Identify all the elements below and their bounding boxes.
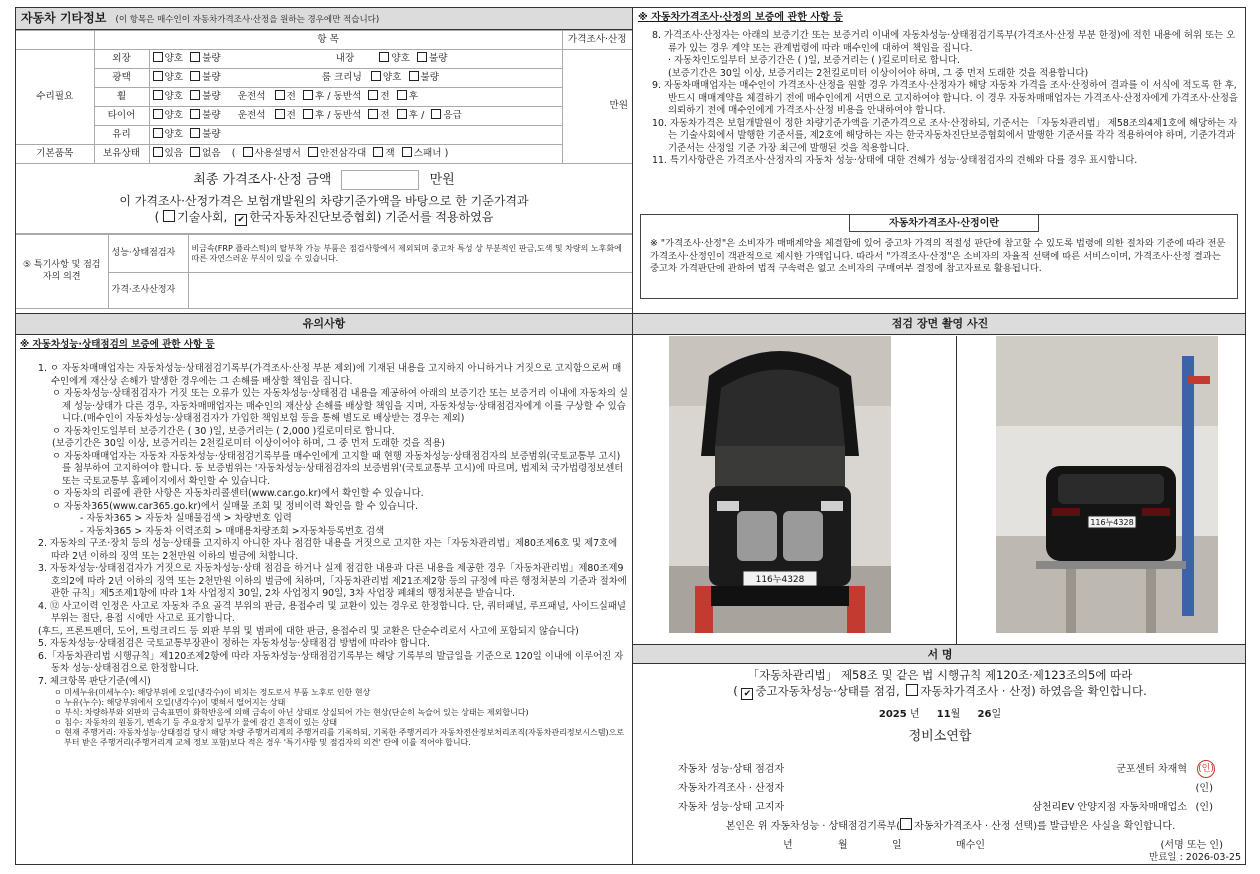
- possess-none-checkbox[interactable]: [190, 147, 200, 157]
- wheel-rearpass-checkbox[interactable]: [303, 90, 313, 100]
- rear-label: 후: [408, 91, 419, 103]
- basis-line1: 이 가격조사·산정가격은 보험개발원의 차량기준가액을 바탕으로 한 기준가격과: [119, 194, 529, 208]
- left-column: [16, 8, 633, 865]
- row-interior: 내장: [335, 53, 355, 65]
- basis-kadia-checkbox[interactable]: ✔: [235, 214, 247, 226]
- front-inspection-photo: [669, 336, 891, 633]
- sign-org: 정비소연합: [908, 728, 972, 744]
- signer-label: 자동차 성능·상태 점검자: [678, 764, 785, 775]
- rear-pass-label: 후 / 동반석: [314, 110, 362, 122]
- sign-day-unit: 일: [991, 708, 1002, 720]
- spanner-label: 스패너: [413, 148, 442, 160]
- tire-bad-checkbox[interactable]: [190, 109, 200, 119]
- repair-table: [16, 30, 632, 164]
- front-label: 전: [286, 91, 296, 103]
- definition-text: ※ "가격조사·산정"은 소비자가 매매계약을 체결함에 있어 중고차 가격의 적절성 판단에 참고할 수 있도록 법령에 의한 절차와 기준에 따라 전문 가격조사·산정인이 객관적으로 제시한 가액입니다. 따라서 "가격조사·산정"은 소비자의 자율적 선택에 따른 서비스이며, 가격조사·산정 결과는 중고차 가격판단에 관하여 법적 구속력은 없고 소비자의 구매여부 결정에 참고자료로 활용됩니다.: [650, 238, 1226, 275]
- buyer-line: [678, 836, 1223, 855]
- bad-label: 불량: [202, 72, 221, 84]
- manual-checkbox[interactable]: [243, 147, 253, 157]
- row-gloss: 광택: [94, 69, 149, 88]
- good-label: 양호: [164, 53, 184, 65]
- exterior-good-checkbox[interactable]: [153, 52, 163, 62]
- notice-item: ㅇ 누유(누수): 해당부위에서 오일(냉각수)이 맺혀서 떨어지는 상태: [54, 698, 286, 708]
- glass-good-checkbox[interactable]: [153, 128, 163, 138]
- wheel-good-checkbox[interactable]: [153, 90, 163, 100]
- rear-inspection-photo: [996, 336, 1218, 633]
- signer-notifier: [678, 798, 1223, 817]
- notice-item: ㅇ 자동차365(www.car365.go.kr)에서 실매물 조회 및 정비이력 확인을 할 수 있습니다.: [52, 500, 418, 512]
- paren-open: (: [231, 148, 236, 160]
- sign-year-unit: 년: [909, 708, 920, 720]
- notice-body: [16, 336, 632, 748]
- appraisal-item: 11. 특기사항란은 가격조사·산정자의 자동차 성능·상태에 대한 견해가 성능·상태점검자의 견해와 다를 경우 표시합니다.: [652, 155, 1138, 166]
- receipt-line: [678, 817, 1223, 836]
- basis-block: [16, 190, 632, 234]
- jack-checkbox[interactable]: [373, 147, 383, 157]
- red-seal-icon: (인): [1197, 760, 1215, 778]
- gloss-good-checkbox[interactable]: [153, 71, 163, 81]
- right-column: [633, 8, 1246, 865]
- signature-header: 서 명: [633, 644, 1246, 664]
- notice-subtitle: ※ 자동차성능·상태점검의 보증에 관한 사항 등: [20, 339, 215, 350]
- buyer-label: 매수인: [956, 840, 985, 851]
- sign-line2: [633, 684, 1246, 700]
- sign-month-unit: 월: [950, 708, 961, 720]
- other-info-title: 자동차 기타정보: [21, 11, 107, 25]
- gloss-bad-checkbox[interactable]: [190, 71, 200, 81]
- paren-close: ): [444, 148, 449, 160]
- front-plate: 116누4328: [755, 575, 805, 585]
- signer-label: 자동차 성능·상태 고지자: [678, 802, 785, 813]
- interior-bad-checkbox[interactable]: [417, 52, 427, 62]
- interior-good-checkbox[interactable]: [379, 52, 389, 62]
- notice-item: ㅇ 침수: 자동차의 원동기, 변속기 등 주요장치 일부가 물에 잠긴 흔적이 있는 상태: [54, 718, 338, 728]
- manual-label: 사용설명서: [254, 148, 301, 160]
- bad-label: 불량: [202, 129, 221, 141]
- tire-front-checkbox[interactable]: [275, 109, 285, 119]
- none-label: 없음: [202, 148, 221, 160]
- basis-opt1: 기술사회,: [177, 209, 228, 224]
- appraisal-item: 9. 자동차매매업자는 매수인이 가격조사·산정을 원할 경우 가격조사·산정자가 해당 자동차 가격을 조사·산정하여 결과를 이 서식에 적도록 한 후, 반드시 매매계약을 체결하기 전에 매수인에게 서면으로 고지하여야 합니다. 이 경우 자동차매매업자는 가격조사·산정자에게 가격조사·산정을 의뢰하기 전에 매수인에게 가격조사·산정 비용을 안내하여야 합니다.: [652, 80, 1238, 116]
- wheel-front-checkbox[interactable]: [275, 90, 285, 100]
- glass-bad-checkbox[interactable]: [190, 128, 200, 138]
- driver-side-label: 운전석: [237, 91, 266, 103]
- special-notes-table: [16, 234, 632, 309]
- notice-item: 3. 자동차성능·상태점검자가 거짓으로 자동차성능·상태 점검을 하거나 실제 점검한 내용과 다른 내용을 제공한 경우「자동차관리법」제80조제9호의2에 따라 2년 이하의 징역 또는 2천만원 이하의 벌금에 처하며,「자동차관리법 제21조제2항 등의 규정에 따른 행정처분의 기준과 절차에 관한 규칙」제5조제1항에 따라 1차 사업정지 30일, 2차 사업정지 90일, 3차 사업장 폐쇄의 행정처분을 받습니다.: [38, 563, 627, 600]
- appraisal-item: · 자동차인도일부터 보증기간은 ( )일, 보증거리는 ( )킬로미터로 합니다.: [668, 55, 960, 66]
- tire-good-checkbox[interactable]: [153, 109, 163, 119]
- price-unit: 만원: [562, 50, 632, 164]
- have-label: 있음: [164, 148, 184, 160]
- notice-item: (후드, 프론트펜더, 도어, 트렁크리드 등 외판 부위 및 범퍼에 대한 판금, 용접수리 및 교환은 단순수리로서 사고에 포함되지 않습니다): [38, 625, 579, 637]
- front-label: 전: [380, 91, 390, 103]
- wheel-rear-checkbox[interactable]: [397, 90, 407, 100]
- notice-header: 유의사항: [16, 313, 632, 335]
- other-info-note: (이 항목은 매수인이 자동차가격조사·산정을 원하는 경우에만 적습니다): [115, 15, 380, 25]
- rear-pass-label: 후 / 동반석: [314, 91, 362, 103]
- good-label: 양호: [391, 53, 410, 65]
- bad-label: 불량: [428, 53, 448, 65]
- basic-items-label: 기본품목: [16, 145, 94, 164]
- signer-label: 자동차가격조사 · 산정자: [678, 783, 785, 794]
- row-glass: 유리: [94, 126, 149, 145]
- notice-item: 7. 체크항목 판단기준(예시): [38, 675, 151, 687]
- tire-emergency-checkbox[interactable]: [431, 109, 441, 119]
- row-wheel: 휠: [94, 88, 149, 107]
- triangle-label: 안전삼각대: [319, 148, 367, 160]
- notice-item: 5. 자동차성능·상태점검은 국토교통부장관이 정하는 자동차성능·상태점검 방법에 따라야 합니다.: [38, 638, 430, 650]
- final-price-row: [16, 164, 632, 190]
- receipt-checkbox[interactable]: [900, 818, 912, 830]
- appraisal-definition-box: [640, 214, 1238, 299]
- good-label: 양호: [164, 91, 184, 103]
- signer-inspector: [678, 760, 1223, 779]
- appraiser-label: 가격·조사산정자: [108, 273, 188, 309]
- appraisal-item: (보증기간은 30일 이상, 보증거리는 2천킬로미터 이상이어야 하며, 그 중 먼저 도래한 것을 적용합니다): [668, 67, 1089, 79]
- head-price: 가격조사·산정: [562, 31, 632, 50]
- sign-date: [633, 708, 1246, 721]
- spanner-checkbox[interactable]: [402, 147, 412, 157]
- notice-item: ㅇ 미세누유(미세누수): 해당부위에 오일(냉각수)이 비치는 정도로서 부품 노후로 인한 현상: [54, 688, 371, 698]
- definition-title: 자동차가격조사·산정이란: [849, 214, 1039, 232]
- signer-name: 군포센터 차재혁: [1116, 764, 1187, 775]
- appraisal-title: ※ 자동차가격조사·산정의 보증에 관한 사항 등: [638, 12, 843, 23]
- repair-need-label: 수리필요: [16, 50, 94, 145]
- notice-item: 1. ㅇ 자동차매매업자는 자동차성능·상태점검기록부(가격조사·산정 부분 제외)에 기재된 내용을 고지하지 아니하거나 거짓으로 고지함으로써 매수인에게 재산상 손해가 발생한 경우에는 그 손해를 배상할 책임을 집니다.: [38, 363, 622, 387]
- buyer-month: 월: [838, 840, 848, 851]
- rear-label: 후 /: [408, 110, 425, 122]
- appraisal-items: [638, 30, 1242, 168]
- notice-list: [20, 363, 628, 748]
- signer-appraiser: [678, 779, 1223, 798]
- triangle-checkbox[interactable]: [308, 147, 318, 157]
- bad-label: 불량: [202, 110, 221, 122]
- basis-tech-checkbox[interactable]: [163, 210, 175, 222]
- notice-item: ㅇ 현재 주행거리: 자동차성능·상태점검 당시 해당 차량 주행거리계의 주행거리를 기록하되, 기록한 주행거리가 자동차전산정보처리조직(자동차관리정보시스템)으로부터 받은 주행거리(주행거리계 교체 정보 포함)보다 적은 경우 '특기사항 및 점검자의 의견' 란에 이를 적어야 합니다.: [54, 728, 625, 748]
- good-label: 양호: [164, 129, 184, 141]
- emergency-label: 응급: [443, 110, 462, 122]
- photos-header: 점검 장면 촬영 사진: [633, 313, 1246, 335]
- sign-paren: (: [733, 683, 738, 698]
- document-page: [15, 7, 1246, 865]
- sign-opt1: 중고자동차성능·상태를 점검,: [755, 683, 900, 698]
- room-bad-checkbox[interactable]: [409, 71, 419, 81]
- row-tire: 타이어: [94, 107, 149, 126]
- row-possess: 보유상태: [94, 145, 149, 164]
- signer-name: 삼천리EV 안양지점 자동차매매업소: [1032, 802, 1187, 813]
- notice-item: 6.「자동차관리법 시행규칙」제120조제2항에 따라 자동차성능·상태점검기록부는 해당 기록부의 발급일을 기준으로 120일 이내에 이루어진 자동차 성능·상태점검으로 한정합니다.: [38, 650, 624, 675]
- buyer-day: 일: [892, 840, 902, 851]
- head-item: 항 목: [94, 31, 562, 50]
- driver-side-label: 운전석: [237, 110, 266, 122]
- signer-seal: (인): [1195, 802, 1213, 813]
- appraiser-opinion[interactable]: [188, 273, 632, 309]
- rear-plate: 116누4328: [1090, 518, 1134, 527]
- good-label: 양호: [164, 110, 184, 122]
- front-car-photo: [669, 336, 891, 633]
- jack-label: 잭: [385, 148, 395, 160]
- good-label: 양호: [164, 72, 184, 84]
- special-label: ⑤ 특기사항 및 점검자의 의견: [16, 235, 108, 309]
- buyer-sign: (서명 또는 인): [1160, 840, 1223, 851]
- front-label: 전: [286, 110, 296, 122]
- bad-label: 불량: [420, 72, 440, 84]
- sign-year: 2025: [878, 708, 907, 720]
- wheel-bad-checkbox[interactable]: [190, 90, 200, 100]
- notice-item: ㅇ 자동차의 리콜에 관한 사항은 자동차리콜센터(www.car.go.kr)에서 확인할 수 있습니다.: [52, 488, 424, 500]
- receipt-b: 자동차가격조사 · 산정 선택)를 발급받은 사실을 확인합니다.: [914, 821, 1176, 832]
- final-price-unit: 만원: [429, 172, 455, 188]
- sign-day: 26: [977, 708, 992, 720]
- appraisal-item: 10. 자동차가격은 보험개발원이 정한 차량기준가액을 기준가격으로 조사·산정하되, 기준서는 「자동차관리법」 제58조의4제1호에 해당하는 자는 기술사회에서 발행한 기준서를, 제2호에 해당하는 자는 한국자동차진단보증협회에서 발행한 기준서를 각각 적용하여야 하며, 기준가격과 기준서는 산정일 기준 가장 최근에 발행된 것을 적용합니다.: [652, 117, 1238, 154]
- notice-item: - 자동차365 > 자동차 실매물검색 > 차량번호 입력: [80, 513, 292, 525]
- signature-section: [633, 668, 1246, 865]
- tire-rearpass-checkbox[interactable]: [303, 109, 313, 119]
- final-price-input[interactable]: [341, 170, 419, 190]
- signer-seal: (인): [1195, 783, 1213, 794]
- other-info-header: [16, 8, 632, 30]
- notice-item: ㅇ 자동차매매업자는 자동차 자동차성능·상태점검기록부를 매수인에게 고지할 때 현행 자동차성능·상태점검자의 보증범위(국토교통부 고시)를 첨부하여 고지하여야 합니다. 동 보증범위는 '자동차성능·상태점검자의 보증범위'(국토교통부 고시)에 따르며, 법제처 국가법령정보센터 또는 국토교통부 홈페이지에서 확인할 수 있습니다.: [52, 450, 624, 487]
- notice-item: - 자동차365 > 자동차 이력조회 > 매매용차량조회 >자동차등록번호 검색: [80, 525, 385, 537]
- notice-item: ㅇ 자동차성능·상태점검자가 거짓 또는 오류가 있는 자동차성능·상태점검 내용을 제공하여 아래의 보증기간 또는 보증거리 이내에 자동차의 실제 성능·상태가 다른 경우, 자동차매매업자는 매수인의 재산상 손해를 배상할 책임을 지며, 자동차성능·상태점검자에게 이를 구상할 수 있습니다.(매수인이 자동차성능·상태점검자가 가입한 책임보험 등을 통해 별도로 배상받는 경우는 제외): [52, 388, 628, 425]
- wheel-front2-checkbox[interactable]: [368, 90, 378, 100]
- receipt-a: 본인은 위 자동차성능 · 상태점검기록부(: [725, 821, 901, 832]
- good-label: 양호: [382, 72, 402, 84]
- notice-item: 2. 자동차의 구조·장치 등의 성능·상태를 고지하지 아니한 자나 점검한 내용을 거짓으로 고지한 자는「자동차관리법」제80조제6호 및 제7호에 따라 2년 이하의 징역 또는 2천만원 이하의 벌금에 처합니다.: [38, 538, 618, 562]
- signers: [678, 760, 1223, 855]
- row-room-cleaning: 룸 크리닝: [321, 72, 362, 84]
- bad-label: 불량: [202, 91, 221, 103]
- sign-price-checkbox[interactable]: [906, 684, 918, 696]
- possess-have-checkbox[interactable]: [153, 147, 163, 157]
- appraisal-guarantee-section: [633, 8, 1246, 308]
- expiry-date: 만료일 : 2026-03-25: [1149, 851, 1241, 863]
- sign-perf-checkbox[interactable]: ✔: [741, 688, 753, 700]
- bad-label: 불량: [202, 53, 221, 65]
- sign-opt2: 자동차가격조사 · 산정) 하였음을 확인합니다.: [920, 683, 1147, 698]
- tire-front2-checkbox[interactable]: [368, 109, 378, 119]
- notice-item: 4. ⑫ 사고이력 인정은 사고로 자동차 주요 골격 부위의 판금, 용접수리 및 교환이 있는 경우로 한정합니다. 단, 쿼터패널, 루프패널, 사이드실패널 부위는 절단, 용접 시에만 사고로 표기합니다.: [38, 600, 626, 625]
- appraisal-item: 8. 가격조사·산정자는 아래의 보증기간 또는 보증거리 이내에 자동차성능·상태점검기록부(가격조사·산정 부분 한정)에 적힌 내용에 허위 또는 오류가 있는 경우 계약 또는 관계법령에 따라 매수인에 대하여 책임을 집니다.: [652, 30, 1236, 54]
- final-price-label: 최종 가격조사·산정 금액: [193, 172, 332, 188]
- sign-line1: 「자동차관리법」 제58조 및 같은 법 시행규칙 제120조·제123조의5에 따라: [747, 668, 1133, 682]
- tire-rear-checkbox[interactable]: [397, 109, 407, 119]
- buyer-year: 년: [783, 840, 793, 851]
- row-exterior: 외장: [94, 50, 149, 69]
- rear-car-photo: [996, 336, 1218, 633]
- notice-item: (보증기간은 30일 이상, 보증거리는 2천킬로미터 이상이어야 하며, 그 중 먼저 도래한 것을 적용): [52, 438, 445, 450]
- basis-paren: (: [154, 209, 160, 224]
- room-good-checkbox[interactable]: [371, 71, 381, 81]
- notice-item: ㅇ 부식: 차량하부와 외판의 금속표면이 화학반응에 의해 금속이 아닌 상태로 상실되어 가는 현상(단순히 녹슬어 있는 상태는 제외합니다): [54, 708, 529, 718]
- inspector-opinion: 비금속(FRP 플라스틱)의 탈부착 가능 부품은 점검사항에서 제외되며 중고차 특성 상 부분적인 판금,도색 및 차량의 노후화에 따른 자연스러운 부식이 있을 수 있습니다.: [188, 235, 632, 273]
- inspector-label: 성능·상태점검자: [108, 235, 188, 273]
- sign-month: 11: [936, 708, 951, 720]
- front-label: 전: [380, 110, 390, 122]
- exterior-bad-checkbox[interactable]: [190, 52, 200, 62]
- basis-opt2: 한국자동차진단보증협회) 기준서를 적용하였음: [249, 209, 494, 224]
- notice-item: ㅇ 자동차인도일부터 보증기간은 ( 30 )일, 보증거리는 ( 2,000 )킬로미터로 합니다.: [52, 425, 395, 437]
